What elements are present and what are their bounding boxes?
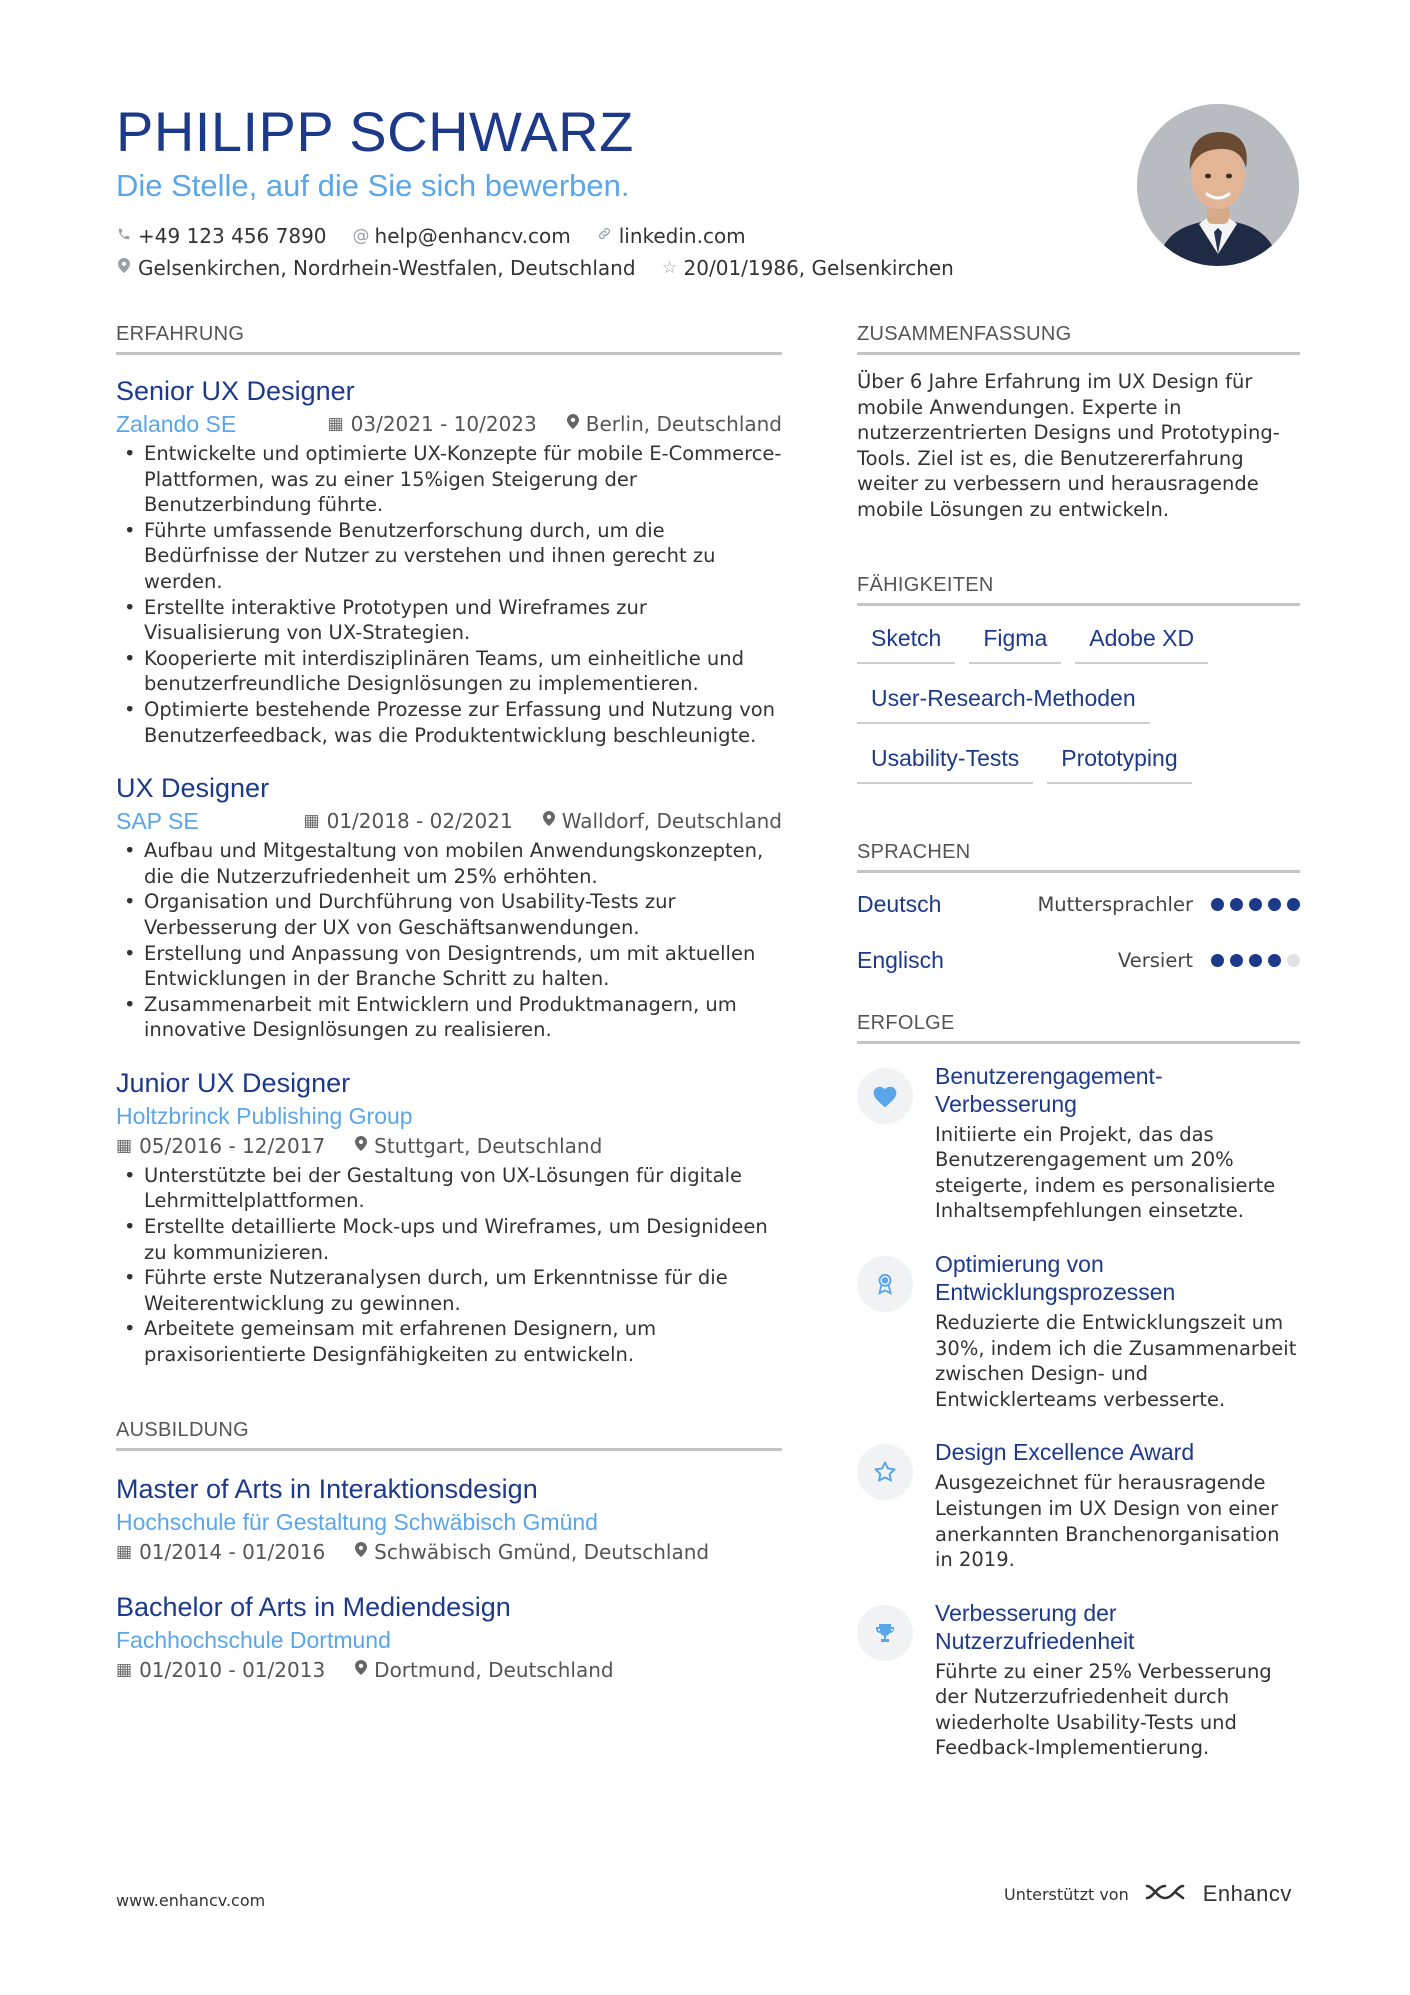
rating-dot-empty — [1287, 954, 1300, 967]
job-bullets — [116, 1163, 782, 1368]
skill-tag: Adobe XD — [1075, 618, 1208, 664]
edu-location — [355, 1655, 613, 1685]
summary-text: Über 6 Jahre Erfahrung im UX Design für mobile Anwendungen. Experte in nutzerzentrierten Designs und Prototyping-Tools. Ziel ist es, die Benutzererfahrung weiter zu verbessern und herausragende mobile Lösungen zu entwickeln. — [857, 370, 1280, 521]
job-dates-text: 01/2018 - 02/2021 — [326, 809, 513, 834]
bullet-item: • Zusammenarbeit mit Entwicklern und Produktmanagern, um innovative Designlösungen zu realisieren. — [116, 992, 782, 1043]
bullet-item: • Entwickelte und optimierte UX-Konzepte für mobile E-Commerce-Plattformen, was zu einer 15%igen Steigerung der Benutzerbindung führte. — [116, 441, 782, 518]
edu-dates — [116, 1655, 325, 1685]
linkedin-contact[interactable] — [597, 220, 746, 252]
job-bullets — [116, 838, 782, 1043]
candidate-name: PHILIPP SCHWARZ — [116, 100, 634, 163]
language-row — [857, 933, 1300, 989]
rating-dot-filled — [1287, 898, 1300, 911]
calendar-icon: ▦ — [327, 414, 344, 434]
edu-location-text: Schwäbisch Gmünd, Deutschland — [374, 1539, 710, 1564]
company-name: Holtzbrinck Publishing Group — [116, 1102, 413, 1129]
skill-tag: Prototyping — [1047, 738, 1191, 784]
bullet-item: • Erstellung und Anpassung von Designtrends, um mit aktuellen Entwicklungen in der Branche Schritt zu halten. — [116, 941, 782, 992]
job-dates — [116, 1131, 325, 1161]
bullet-item: • Kooperierte mit interdisziplinären Teams, um einheitliche und benutzerfreundliche Designlösungen zu implementieren. — [116, 646, 782, 697]
map-pin-icon — [355, 1655, 367, 1685]
job-target-title: Die Stelle, auf die Sie sich bewerben. — [116, 168, 630, 203]
phone-contact — [116, 220, 327, 252]
calendar-icon: ▦ — [116, 1541, 133, 1562]
rating-dot-filled — [1268, 898, 1281, 911]
achievement-title: Optimierung von Entwicklungsprozessen — [935, 1250, 1176, 1305]
languages-heading: SPRACHEN — [857, 840, 1300, 873]
job-dates-text: 05/2016 - 12/2017 — [139, 1133, 326, 1158]
experience-heading: ERFAHRUNG — [116, 322, 782, 355]
achievement-desc: Initiierte ein Projekt, das das Benutzerengagement um 20% steigerte, indem es personalisierte Inhaltsempfehlungen einsetzte. — [935, 1122, 1276, 1223]
edu-dates-text: 01/2014 - 01/2016 — [139, 1539, 326, 1564]
footer-branding — [1004, 1880, 1292, 1908]
education-entry — [116, 1471, 782, 1567]
phone-text: +49 123 456 7890 — [138, 224, 327, 248]
calendar-icon: ▦ — [116, 1135, 133, 1156]
profile-photo — [1137, 104, 1299, 266]
map-pin-icon — [543, 806, 555, 836]
phone-icon — [116, 220, 132, 252]
birth-contact — [662, 252, 954, 284]
bullet-item: • Optimierte bestehende Prozesse zur Erfassung und Nutzung von Benutzerfeedback, was die Produktentwicklung beschleunigte. — [116, 697, 782, 748]
bullet-item: • Organisation und Durchführung von Usability-Tests zur Verbesserung der UX von Geschäftsanwendungen. — [116, 889, 782, 940]
calendar-icon: ▦ — [303, 811, 320, 832]
map-pin-icon — [567, 409, 579, 439]
experience-entry — [116, 1065, 782, 1368]
job-location-text: Stuttgart, Deutschland — [374, 1133, 603, 1158]
achievement-title: Design Excellence Award — [935, 1439, 1195, 1466]
achievement-item — [857, 1599, 1300, 1761]
achievement-item — [857, 1250, 1300, 1412]
language-name: Deutsch — [857, 891, 942, 918]
heart-icon — [857, 1068, 913, 1124]
map-pin-icon — [355, 1537, 367, 1567]
linkedin-text[interactable]: linkedin.com — [618, 224, 746, 248]
resume-header — [116, 100, 1116, 284]
powered-by-text: Unterstützt von — [1004, 1884, 1129, 1904]
language-rating — [1211, 898, 1300, 911]
rating-dot-filled — [1249, 898, 1262, 911]
company-name: Zalando SE — [116, 411, 237, 437]
email-contact[interactable] — [353, 220, 571, 252]
footer-website[interactable]: www.enhancv.com — [116, 1891, 266, 1910]
languages-list — [857, 877, 1300, 989]
education-entry — [116, 1589, 782, 1685]
job-location-text: Berlin, Deutschland — [585, 412, 782, 436]
language-level: Muttersprachler — [1037, 893, 1193, 917]
achievement-title: Verbesserung der Nutzerzufriedenheit — [935, 1599, 1135, 1654]
skill-tag: Usability-Tests — [857, 738, 1033, 784]
bullet-item: • Führte erste Nutzeranalysen durch, um Erkenntnisse für die Weiterentwicklung zu gewinnen. — [116, 1265, 782, 1316]
location-text: Gelsenkirchen, Nordrhein-Westfalen, Deutschland — [138, 256, 636, 280]
job-location — [567, 409, 782, 439]
contact-info — [116, 220, 1116, 284]
achievement-title: Benutzerengagement-Verbesserung — [935, 1062, 1163, 1117]
achievement-item — [857, 1438, 1300, 1572]
experience-entry — [116, 373, 782, 748]
skill-tag: Sketch — [857, 618, 955, 664]
at-icon: @ — [352, 226, 370, 246]
school-name: Fachhochschule Dortmund — [116, 1626, 391, 1653]
star-icon — [857, 1444, 913, 1500]
rating-dot-filled — [1249, 954, 1262, 967]
job-title: Junior UX Designer — [116, 1067, 351, 1098]
rating-dot-filled — [1230, 954, 1243, 967]
job-dates — [328, 409, 537, 439]
language-row — [857, 877, 1300, 933]
award-icon — [857, 1256, 913, 1312]
school-name: Hochschule für Gestaltung Schwäbisch Gmünd — [116, 1508, 598, 1535]
job-location — [543, 806, 782, 836]
degree-title: Master of Arts in Interaktionsdesign — [116, 1473, 538, 1504]
edu-location-text: Dortmund, Deutschland — [374, 1657, 614, 1682]
edu-dates-text: 01/2010 - 01/2013 — [139, 1657, 326, 1682]
achievements-heading: ERFOLGE — [857, 1011, 1300, 1044]
bullet-item: • Führte umfassende Benutzerforschung durch, um die Bedürfnisse der Nutzer zu verstehen und ihnen gerecht zu werden. — [116, 518, 782, 595]
rating-dot-filled — [1230, 898, 1243, 911]
rating-dot-filled — [1268, 954, 1281, 967]
language-rating — [1211, 954, 1300, 967]
skill-tag: Figma — [969, 618, 1061, 664]
rating-dot-filled — [1211, 954, 1224, 967]
job-dates — [304, 806, 513, 836]
calendar-icon: ▦ — [116, 1659, 133, 1680]
job-dates-text: 03/2021 - 10/2023 — [350, 412, 537, 436]
skills-list — [857, 618, 1300, 784]
map-pin-icon — [355, 1131, 367, 1161]
location-contact — [116, 252, 636, 284]
bullet-item: • Unterstützte bei der Gestaltung von UX-Lösungen für digitale Lehrmittelplattformen. — [116, 1163, 782, 1214]
brand-name: Enhancv — [1202, 1881, 1292, 1906]
email-text[interactable]: help@enhancv.com — [374, 224, 571, 248]
trophy-icon — [857, 1605, 913, 1661]
edu-dates — [116, 1537, 325, 1567]
achievement-desc: Ausgezeichnet für herausragende Leistungen im UX Design von einer anerkannten Branchenorganisation in 2019. — [935, 1471, 1280, 1572]
rating-dot-filled — [1211, 898, 1224, 911]
right-column — [857, 322, 1300, 1761]
birth-text: 20/01/1986, Gelsenkirchen — [683, 256, 954, 280]
job-title: UX Designer — [116, 773, 270, 804]
bullet-item: • Erstellte detaillierte Mock-ups und Wireframes, um Designideen zu kommunizieren. — [116, 1214, 782, 1265]
left-column — [116, 322, 782, 1685]
bullet-item: • Aufbau und Mitgestaltung von mobilen Anwendungskonzepten, die die Nutzerzufriedenheit um 25% erhöhten. — [116, 838, 782, 889]
language-level: Versiert — [1117, 949, 1193, 973]
edu-location — [355, 1537, 709, 1567]
job-title: Senior UX Designer — [116, 376, 355, 406]
job-bullets — [116, 441, 782, 748]
enhancv-logo-icon — [1143, 1880, 1189, 1908]
star-outline-icon: ☆ — [661, 258, 678, 278]
experience-entry — [116, 770, 782, 1043]
achievement-desc: Reduzierte die Entwicklungszeit um 30%, indem ich die Zusammenarbeit zwischen Design- und Entwicklerteams verbesserte. — [935, 1310, 1297, 1411]
language-name: Englisch — [857, 947, 944, 974]
link-icon — [597, 220, 613, 252]
summary-heading: ZUSAMMENFASSUNG — [857, 322, 1300, 355]
bullet-item: • Erstellte interaktive Prototypen und Wireframes zur Visualisierung von UX-Strategien. — [116, 595, 782, 646]
job-location — [355, 1131, 602, 1161]
degree-title: Bachelor of Arts in Mediendesign — [116, 1591, 511, 1622]
job-location-text: Walldorf, Deutschland — [561, 809, 782, 834]
company-name: SAP SE — [116, 808, 199, 835]
skill-tag: User-Research-Methoden — [857, 678, 1150, 724]
bullet-item: • Arbeitete gemeinsam mit erfahrenen Designern, um praxisorientierte Designfähigkeiten zu entwickeln. — [116, 1316, 782, 1367]
skills-heading: FÄHIGKEITEN — [857, 573, 1300, 606]
education-heading: AUSBILDUNG — [116, 1418, 782, 1451]
map-pin-icon — [116, 252, 132, 284]
achievement-item — [857, 1062, 1300, 1224]
achievement-desc: Führte zu einer 25% Verbesserung der Nutzerzufriedenheit durch wiederholte Usability-Tests und Feedback-Implementierung. — [935, 1659, 1272, 1760]
